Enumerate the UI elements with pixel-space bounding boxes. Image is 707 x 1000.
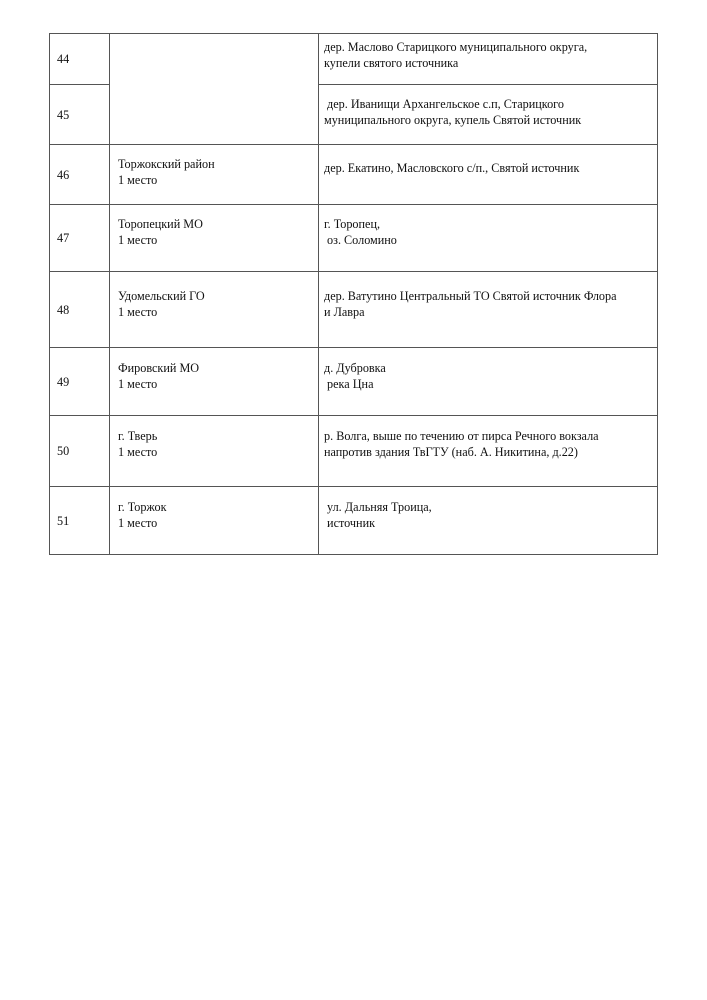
address-cell	[319, 272, 658, 348]
address-line: источник	[324, 516, 376, 530]
district-name: Фировский МО	[118, 361, 200, 375]
address-cell	[319, 205, 658, 272]
address-line: д. Дубровка	[324, 361, 386, 375]
address-line: дер. Екатино, Масловского с/п., Святой источник	[324, 161, 580, 175]
address-line: р. Волга, выше по течению от пирса Речного вокзала	[324, 429, 599, 443]
table-row	[50, 34, 658, 85]
district-name: г. Торжок	[118, 500, 167, 514]
address-line: река Цна	[324, 377, 374, 391]
address-cell	[319, 348, 658, 416]
row-number: 49	[50, 348, 110, 416]
district-cell	[110, 416, 319, 487]
address-line: дер. Маслово Старицкого муниципального округа,	[324, 40, 588, 54]
row-number: 44	[50, 34, 110, 85]
district-cell-merged	[110, 34, 319, 145]
address-line: дер. Иванищи Архангельское с.п, Старицкого	[324, 97, 564, 111]
district-cell	[110, 145, 319, 205]
row-number: 51	[50, 487, 110, 555]
seat-count: 1 место	[118, 173, 158, 187]
table-row	[50, 487, 658, 555]
address-line: купели святого источника	[324, 56, 459, 70]
address-cell	[319, 416, 658, 487]
address-cell	[319, 34, 658, 85]
district-name: Торжокский район	[118, 157, 215, 171]
row-number: 50	[50, 416, 110, 487]
table-row	[50, 205, 658, 272]
locations-table	[49, 33, 658, 555]
address-cell	[319, 487, 658, 555]
address-line: г. Торопец,	[324, 217, 381, 231]
seat-count: 1 место	[118, 445, 158, 459]
row-number: 46	[50, 145, 110, 205]
seat-count: 1 место	[118, 305, 158, 319]
district-name: Удомельский ГО	[118, 289, 205, 303]
district-cell	[110, 205, 319, 272]
table-row	[50, 145, 658, 205]
district-name: Торопецкий МО	[118, 217, 203, 231]
table-row	[50, 272, 658, 348]
table-row	[50, 348, 658, 416]
row-number: 47	[50, 205, 110, 272]
district-cell	[110, 487, 319, 555]
address-line: муниципального округа, купель Святой источник	[324, 113, 582, 127]
table-row	[50, 416, 658, 487]
address-line: напротив здания ТвГТУ (наб. А. Никитина, д.22)	[324, 445, 578, 459]
address-cell	[319, 145, 658, 205]
address-cell	[319, 85, 658, 145]
district-cell	[110, 272, 319, 348]
district-cell	[110, 348, 319, 416]
address-line: дер. Ватутино Центральный ТО Святой источник Флора	[324, 289, 617, 303]
seat-count: 1 место	[118, 377, 158, 391]
address-line: ул. Дальняя Троица,	[324, 500, 432, 514]
row-number: 45	[50, 85, 110, 145]
district-name: г. Тверь	[118, 429, 158, 443]
row-number: 48	[50, 272, 110, 348]
seat-count: 1 место	[118, 516, 158, 530]
seat-count: 1 место	[118, 233, 158, 247]
address-line: и Лавра	[324, 305, 365, 319]
address-line: оз. Соломино	[324, 233, 397, 247]
